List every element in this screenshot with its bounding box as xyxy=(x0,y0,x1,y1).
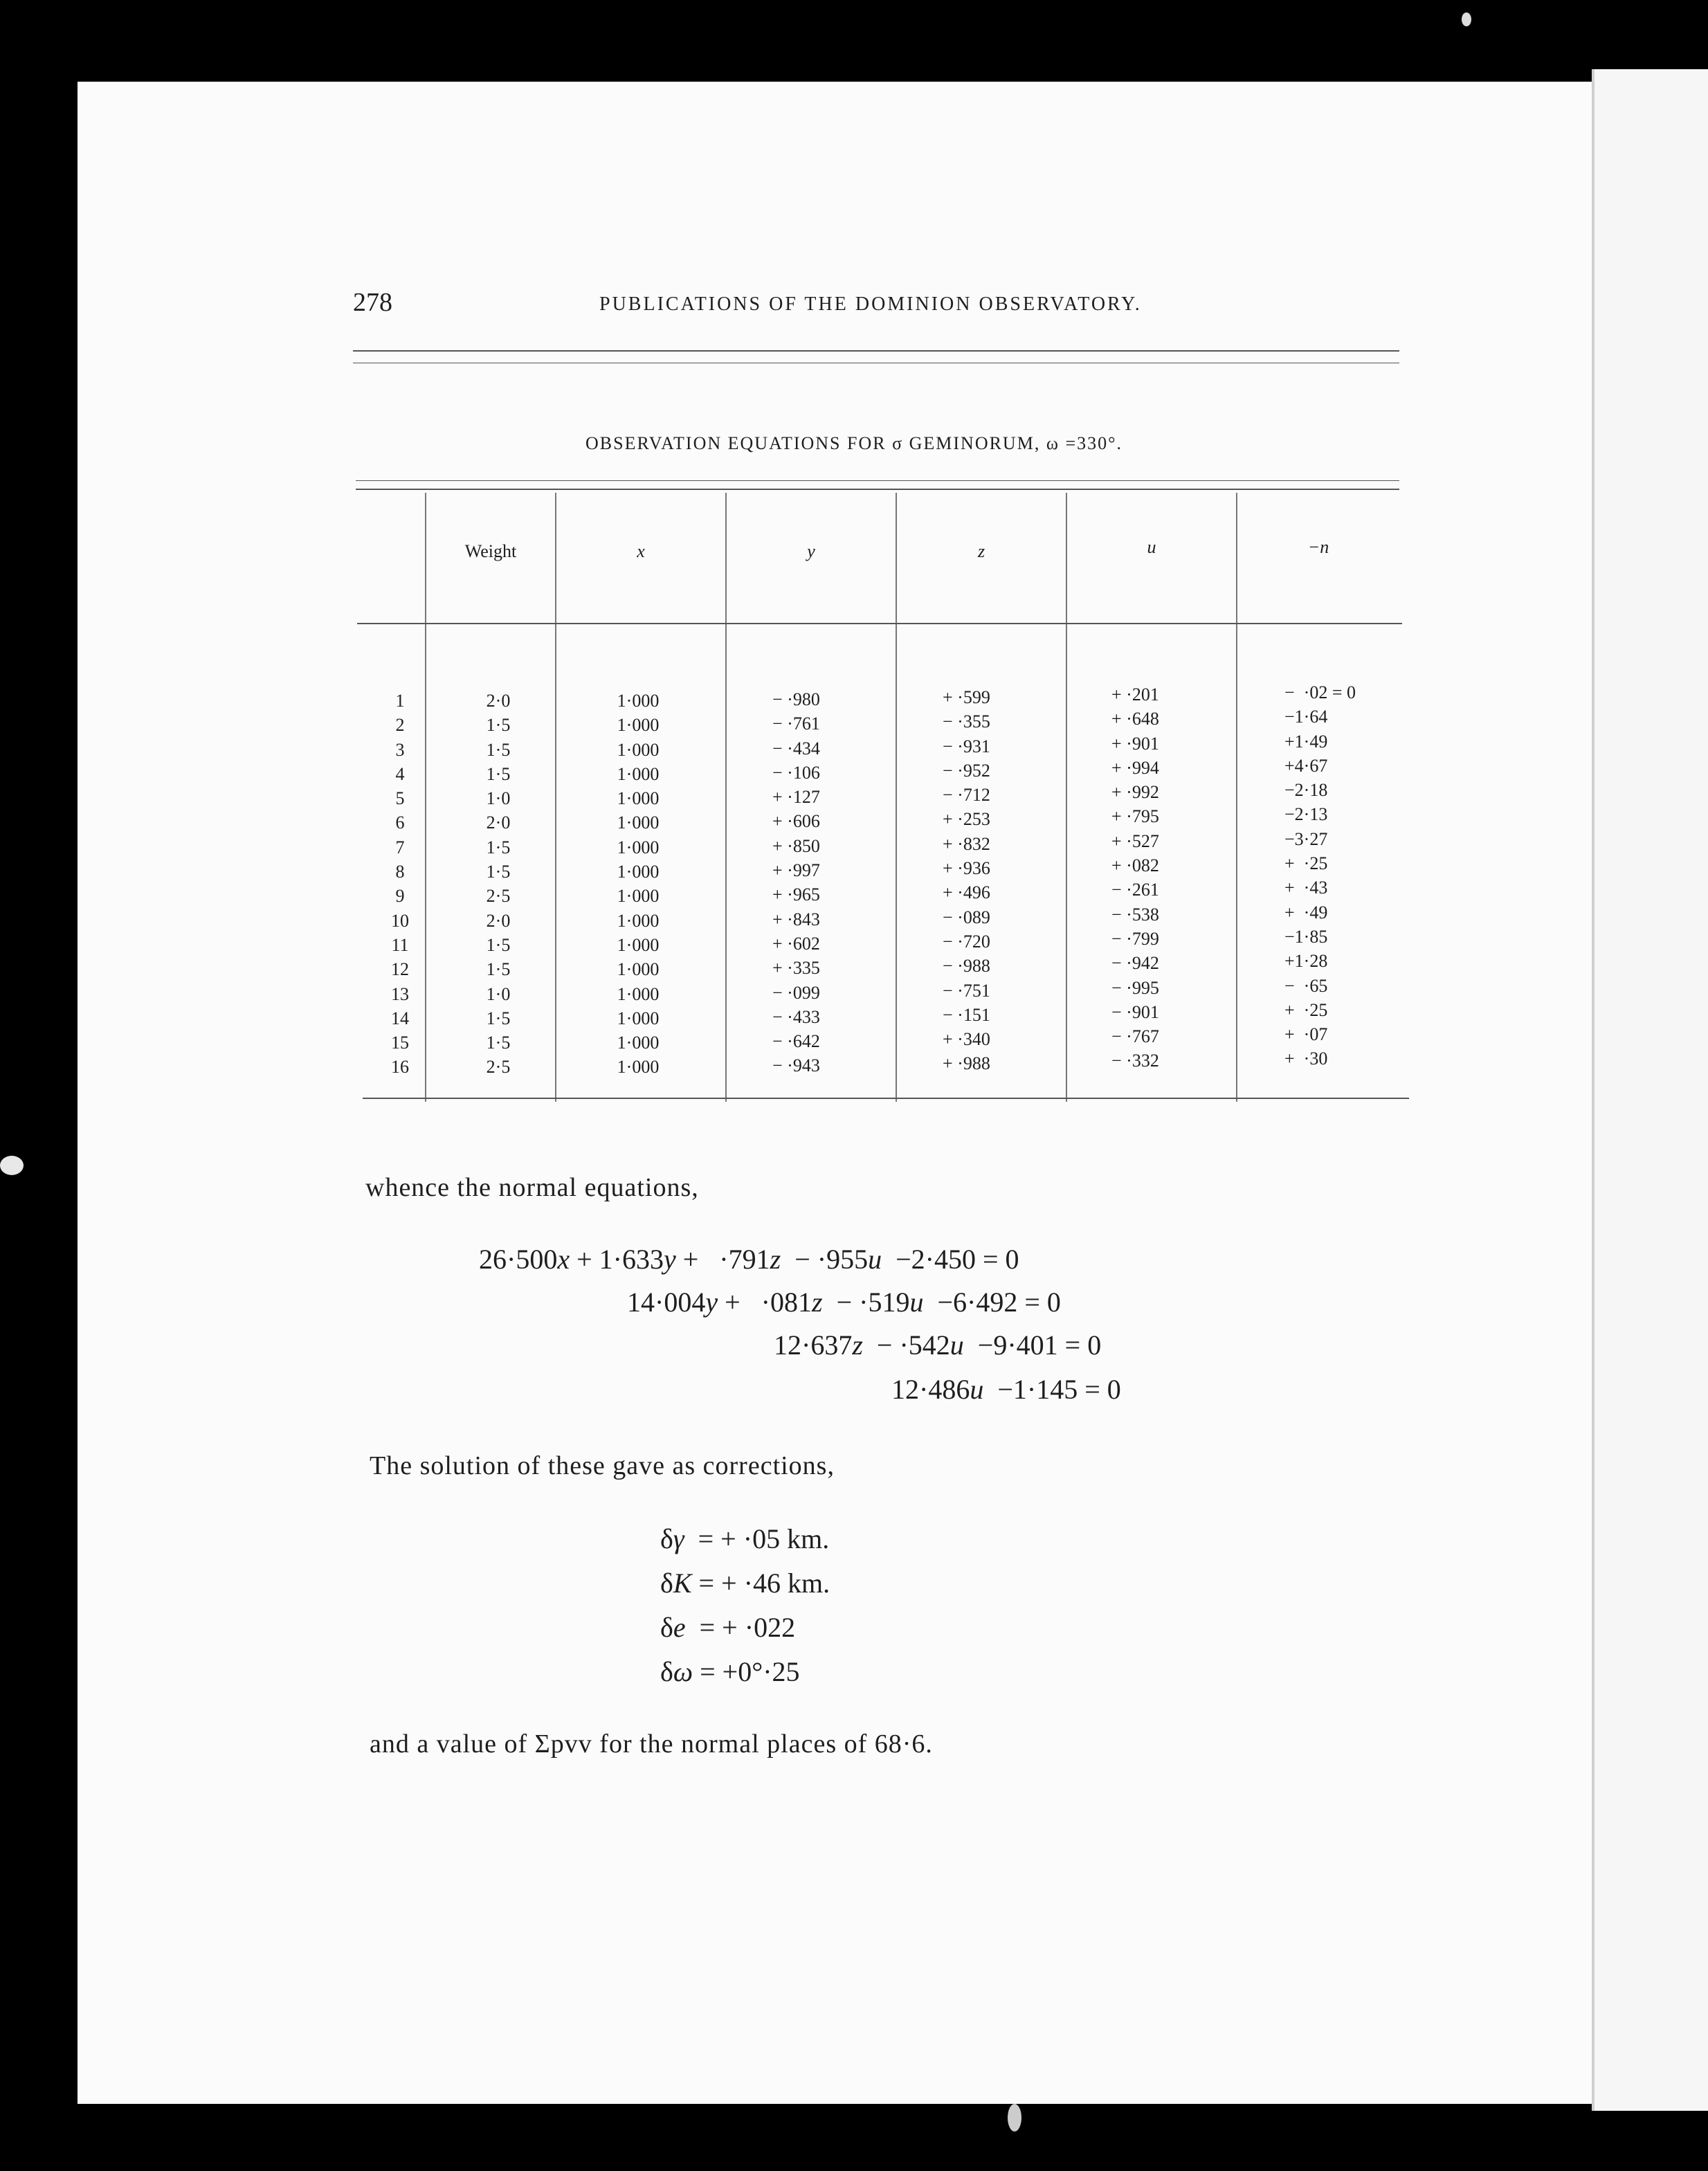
cell-u: + ·795 xyxy=(1111,806,1159,827)
cell-x: 1·000 xyxy=(617,1057,660,1078)
column-divider xyxy=(555,493,556,1102)
book-page xyxy=(78,82,1614,2104)
running-title: PUBLICATIONS OF THE DOMINION OBSERVATORY. xyxy=(599,293,1142,315)
cell-neg-n: + ·30 xyxy=(1284,1048,1328,1069)
cell-neg-n: −2·13 xyxy=(1284,804,1328,825)
cell-neg-n: + ·25 xyxy=(1284,853,1328,874)
cell-weight: 1·5 xyxy=(486,739,511,760)
cell-z: + ·599 xyxy=(943,687,990,707)
column-header-weight: Weight xyxy=(464,541,517,561)
cell-z: − ·089 xyxy=(943,907,990,927)
cell-n: 16 xyxy=(391,1057,409,1078)
normal-equations-intro: whence the normal equations, xyxy=(365,1173,699,1202)
normal-equation-4: 12·486u −1·145 = 0 xyxy=(891,1374,1121,1405)
cell-weight: 1·5 xyxy=(486,837,511,857)
cell-u: + ·992 xyxy=(1111,782,1159,803)
cell-z: + ·832 xyxy=(943,833,990,854)
cell-z: − ·952 xyxy=(943,760,990,781)
column-header-u: u xyxy=(1147,537,1156,557)
cell-x: 1·000 xyxy=(617,763,660,784)
cell-y: + ·602 xyxy=(772,933,820,954)
cell-neg-n: +1·49 xyxy=(1284,731,1328,752)
correction-omega: δω = +0°·25 xyxy=(660,1656,800,1687)
cell-weight: 1·0 xyxy=(486,983,511,1004)
cell-u: − ·261 xyxy=(1111,880,1159,900)
cell-neg-n: −1·85 xyxy=(1284,926,1328,947)
weight-column xyxy=(457,689,540,1080)
cell-y: − ·761 xyxy=(772,714,820,734)
scan-speck xyxy=(1462,12,1471,26)
normal-equation-2: 14·004y + ·081z − ·519u −6·492 = 0 xyxy=(627,1287,1061,1318)
cell-n: 9 xyxy=(395,886,405,907)
cell-weight: 1·5 xyxy=(486,1033,511,1053)
cell-x: 1·000 xyxy=(617,1033,660,1053)
cell-y: + ·335 xyxy=(772,958,820,979)
column-header-x: x xyxy=(637,541,645,561)
cell-u: − ·995 xyxy=(1111,977,1159,998)
cell-u: − ·538 xyxy=(1111,904,1159,925)
cell-weight: 1·5 xyxy=(486,715,511,736)
cell-x: 1·000 xyxy=(617,959,660,980)
column-divider xyxy=(725,493,727,1102)
cell-x: 1·000 xyxy=(617,837,660,857)
cell-weight: 1·5 xyxy=(486,862,511,882)
cell-y: − ·106 xyxy=(772,762,820,783)
cell-x: 1·000 xyxy=(617,934,660,955)
cell-z: + ·496 xyxy=(943,882,990,903)
cell-z: − ·355 xyxy=(943,711,990,732)
normal-equation-3: 12·637z − ·542u −9·401 = 0 xyxy=(774,1329,1102,1361)
row-number-column xyxy=(379,689,421,1080)
table-title: OBSERVATION EQUATIONS FOR σ GEMINORUM, ω =330°. xyxy=(585,433,1123,453)
cell-y: − ·433 xyxy=(772,1006,820,1027)
cell-n: 14 xyxy=(391,1008,409,1028)
cell-x: 1·000 xyxy=(617,983,660,1004)
table-top-rule xyxy=(356,489,1399,490)
cell-weight: 1·5 xyxy=(486,934,511,955)
column-divider xyxy=(425,493,426,1102)
cell-weight: 2·5 xyxy=(486,886,511,907)
cell-weight: 1·5 xyxy=(486,1008,511,1028)
cell-weight: 1·0 xyxy=(486,788,511,809)
cell-x: 1·000 xyxy=(617,788,660,809)
cell-z: − ·751 xyxy=(943,980,990,1001)
cell-u: + ·994 xyxy=(1111,757,1159,778)
cell-y: − ·980 xyxy=(772,689,820,709)
cell-x: 1·000 xyxy=(617,812,660,833)
cell-y: + ·843 xyxy=(772,909,820,929)
cell-y: + ·850 xyxy=(772,835,820,856)
cell-n: 13 xyxy=(391,983,409,1004)
cell-n: 8 xyxy=(395,862,405,882)
cell-u: − ·332 xyxy=(1111,1051,1159,1071)
scan-speck xyxy=(1008,2104,1021,2132)
cell-u: + ·527 xyxy=(1111,830,1159,851)
cell-weight: 2·0 xyxy=(486,910,511,931)
cell-weight: 1·5 xyxy=(486,763,511,784)
u-column xyxy=(1111,682,1215,1073)
cell-z: + ·936 xyxy=(943,858,990,879)
cell-n: 2 xyxy=(395,715,405,736)
table-top-rule xyxy=(356,480,1399,481)
cell-z: − ·720 xyxy=(943,931,990,952)
neg-n-column xyxy=(1284,680,1395,1071)
cell-weight: 1·5 xyxy=(486,959,511,980)
table-bottom-rule xyxy=(363,1098,1409,1099)
cell-z: + ·340 xyxy=(943,1029,990,1050)
cell-neg-n: + ·49 xyxy=(1284,902,1328,923)
cell-n: 11 xyxy=(391,934,409,955)
column-divider xyxy=(1236,493,1237,1102)
header-divider-rule xyxy=(357,623,1402,624)
header-rule xyxy=(353,350,1399,352)
x-column xyxy=(595,689,681,1080)
cell-x: 1·000 xyxy=(617,886,660,907)
cell-x: 1·000 xyxy=(617,691,660,711)
cell-y: + ·965 xyxy=(772,884,820,905)
y-column xyxy=(772,687,876,1078)
cell-u: − ·942 xyxy=(1111,953,1159,974)
facing-page-edge xyxy=(1592,69,1708,2111)
cell-neg-n: + ·43 xyxy=(1284,878,1328,898)
cell-neg-n: + ·07 xyxy=(1284,1024,1328,1045)
cell-z: − ·988 xyxy=(943,956,990,977)
cell-neg-n: −1·64 xyxy=(1284,707,1328,727)
cell-neg-n: +1·28 xyxy=(1284,951,1328,972)
cell-z: − ·931 xyxy=(943,736,990,756)
cell-x: 1·000 xyxy=(617,910,660,931)
cell-u: + ·901 xyxy=(1111,733,1159,754)
cell-n: 10 xyxy=(391,910,409,931)
cell-weight: 2·0 xyxy=(486,812,511,833)
cell-n: 4 xyxy=(395,763,405,784)
cell-n: 3 xyxy=(395,739,405,760)
cell-u: + ·648 xyxy=(1111,709,1159,729)
column-header-neg-n: −n xyxy=(1307,537,1329,557)
cell-neg-n: − ·02 = 0 xyxy=(1284,682,1356,702)
cell-x: 1·000 xyxy=(617,739,660,760)
column-header-z: z xyxy=(977,541,985,561)
cell-y: + ·127 xyxy=(772,787,820,808)
closing-sentence: and a value of Σpvv for the normal places of 68·6. xyxy=(370,1729,933,1759)
cell-neg-n: −3·27 xyxy=(1284,828,1328,849)
cell-y: − ·642 xyxy=(772,1031,820,1052)
cell-y: − ·943 xyxy=(772,1055,820,1076)
z-column xyxy=(943,685,1046,1076)
scan-speck xyxy=(0,1156,24,1175)
correction-gamma: δγ = + ·05 km. xyxy=(660,1523,830,1554)
cell-y: + ·606 xyxy=(772,811,820,832)
column-divider xyxy=(896,493,897,1102)
cell-u: + ·082 xyxy=(1111,855,1159,876)
cell-y: − ·434 xyxy=(772,738,820,759)
cell-x: 1·000 xyxy=(617,715,660,736)
cell-z: − ·712 xyxy=(943,785,990,806)
cell-n: 6 xyxy=(395,812,405,833)
column-divider xyxy=(1066,493,1067,1102)
cell-u: − ·767 xyxy=(1111,1026,1159,1047)
cell-weight: 2·5 xyxy=(486,1057,511,1078)
cell-weight: 2·0 xyxy=(486,691,511,711)
cell-n: 7 xyxy=(395,837,405,857)
normal-equation-1: 26·500x + 1·633y + ·791z − ·955u −2·450 = 0 xyxy=(479,1244,1019,1275)
cell-n: 5 xyxy=(395,788,405,809)
cell-n: 15 xyxy=(391,1033,409,1053)
corrections-intro: The solution of these gave as corrections, xyxy=(370,1451,835,1480)
correction-e: δe = + ·022 xyxy=(660,1612,796,1643)
cell-z: + ·988 xyxy=(943,1053,990,1074)
cell-z: − ·151 xyxy=(943,1004,990,1025)
cell-neg-n: + ·25 xyxy=(1284,999,1328,1020)
column-header-y: y xyxy=(807,541,815,561)
cell-z: + ·253 xyxy=(943,809,990,830)
cell-u: − ·799 xyxy=(1111,928,1159,949)
cell-n: 1 xyxy=(395,691,405,711)
page-number: 278 xyxy=(353,288,392,317)
cell-y: + ·997 xyxy=(772,860,820,881)
cell-n: 12 xyxy=(391,959,409,980)
correction-k: δK = + ·46 km. xyxy=(660,1568,830,1599)
cell-y: − ·099 xyxy=(772,982,820,1003)
cell-neg-n: −2·18 xyxy=(1284,780,1328,801)
cell-x: 1·000 xyxy=(617,1008,660,1028)
cell-x: 1·000 xyxy=(617,862,660,882)
cell-u: + ·201 xyxy=(1111,684,1159,705)
cell-neg-n: − ·65 xyxy=(1284,975,1328,996)
cell-u: − ·901 xyxy=(1111,1001,1159,1022)
cell-neg-n: +4·67 xyxy=(1284,755,1328,776)
